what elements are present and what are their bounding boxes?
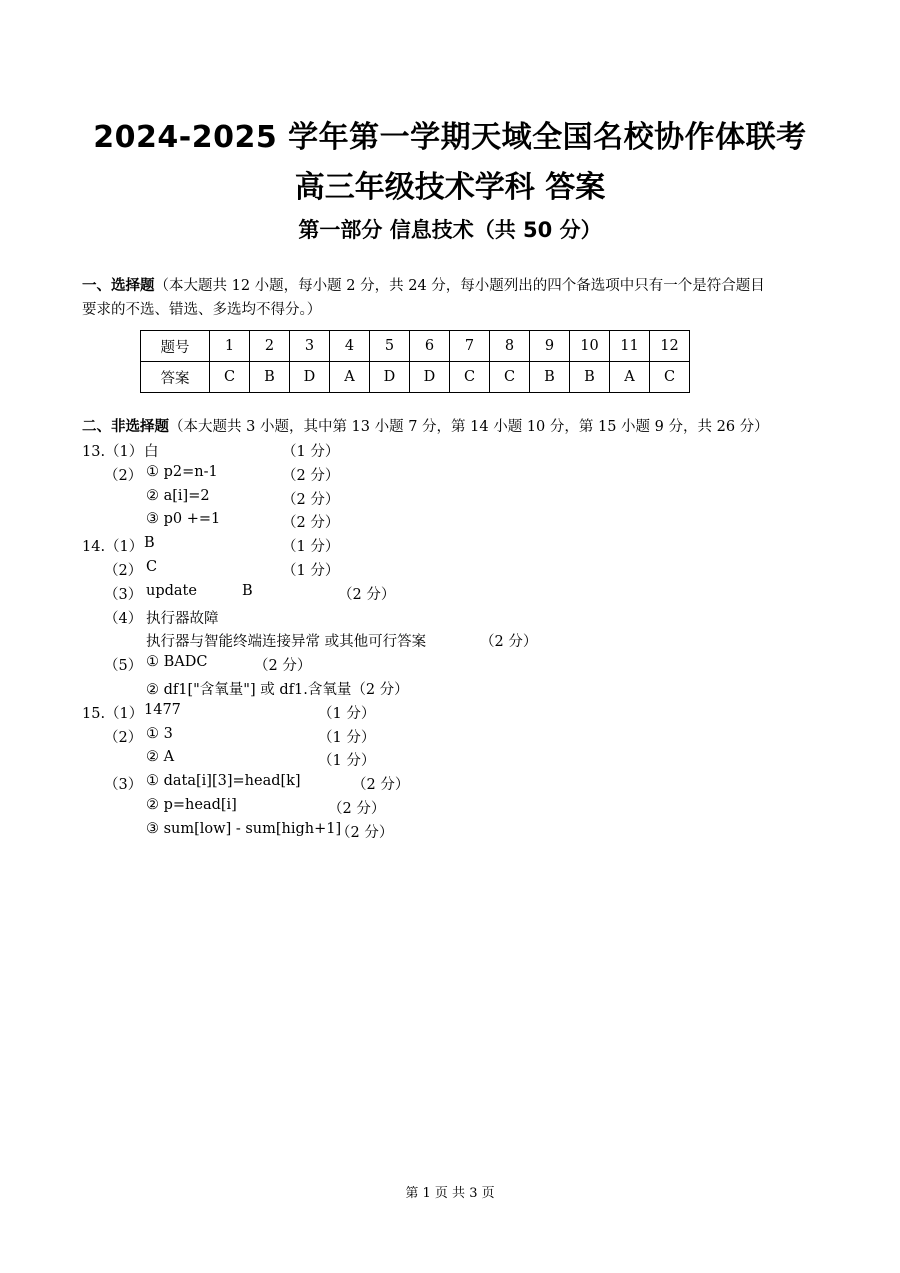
answer-prefix: （2） [104, 562, 143, 579]
answer-score: （1 分） [318, 705, 376, 722]
answer-score: （1 分） [318, 729, 376, 746]
answer-cell: A [610, 362, 650, 393]
answer-score: （2 分） [338, 586, 396, 603]
answer-score: （2 分） [480, 634, 538, 651]
page-footer: 第 1 页 共 3 页 [405, 1186, 495, 1201]
answer-content: ② p=head[i] [146, 796, 237, 813]
answer-cell: D [370, 362, 410, 393]
answer-content: ① BADC [146, 654, 208, 671]
answer-extra: B [242, 582, 253, 599]
part-title: 第一部分 信息技术（共 50 分） [298, 218, 602, 242]
question-number: 9 [530, 331, 570, 362]
question-number: 2 [250, 331, 290, 362]
answer-cell: B [570, 362, 610, 393]
answer-cell: C [210, 362, 250, 393]
answer-prefix: 15.（1） [82, 705, 144, 722]
answer-cell: D [410, 362, 450, 393]
answer-prefix: （2） [104, 729, 143, 746]
answer-score: （1 分） [318, 753, 376, 770]
answer-prefix: （4） [104, 610, 143, 627]
answer-content: ① p2=n-1 [146, 463, 218, 480]
question-number: 4 [330, 331, 370, 362]
answer-cell: B [250, 362, 290, 393]
question-number: 11 [610, 331, 650, 362]
answer-content: ② A [146, 749, 175, 766]
answer-prefix: （3） [104, 586, 143, 603]
exam-title: 2024-2025 学年第一学期天域全国名校协作体联考 [93, 120, 807, 155]
answer-content: C [146, 558, 158, 575]
answer-prefix: 14.（1） [82, 539, 144, 556]
answer-score: （1 分） [282, 444, 340, 460]
answer-score: （2 分） [282, 515, 340, 532]
answer-content: ③ sum[low] - sum[high+1] [146, 820, 342, 837]
question-number-row [141, 331, 690, 362]
answer-content: ③ p0 +=1 [146, 511, 221, 528]
answer-content: ① data[i][3]=head[k] [146, 773, 301, 790]
answer-prefix: （3） [104, 777, 143, 794]
answer-content: 执行器与智能终端连接异常 或其他可行答案 [146, 634, 427, 651]
answer-score: （2 分） [254, 658, 312, 675]
row-label-question: 题号 [141, 331, 210, 362]
answer-score: （2 分） [328, 800, 386, 817]
answer-content: 1477 [144, 701, 181, 718]
answer-score: （1 分） [282, 539, 340, 556]
question-number: 5 [370, 331, 410, 362]
question-number: 10 [570, 331, 610, 362]
section1-intro [82, 274, 822, 322]
answer-content: ② df1["含氧量"] 或 df1.含氧量（2 分） [146, 681, 409, 698]
question-number: 6 [410, 331, 450, 362]
exam-subtitle: 高三年级技术学科 答案 [294, 170, 606, 205]
answer-row [141, 362, 690, 393]
answer-cell: A [330, 362, 370, 393]
section2-intro [82, 415, 822, 439]
answer-content: 执行器故障 [146, 610, 219, 627]
answer-cell: D [290, 362, 330, 393]
section2-heading: 二、非选择题 [82, 419, 169, 435]
question-number: 3 [290, 331, 330, 362]
question-number: 1 [210, 331, 250, 362]
choice-answer-table [140, 330, 690, 393]
question-number: 12 [650, 331, 690, 362]
answer-cell: C [490, 362, 530, 393]
question-number: 7 [450, 331, 490, 362]
answer-score: （2 分） [282, 491, 340, 508]
row-label-answer: 答案 [141, 362, 210, 393]
answer-content: 白 [144, 444, 159, 460]
answer-score: （2 分） [336, 824, 394, 841]
answer-cell: B [530, 362, 570, 393]
section2-desc: （本大题共 3 小题，其中第 13 小题 7 分，第 14 小题 10 分，第 15 小题 9 分，共 26 分） [169, 419, 769, 435]
answer-prefix: （5） [104, 658, 143, 675]
section1-desc-line2: 要求的不选、错选、多选均不得分。） [82, 302, 322, 318]
answer-score: （2 分） [352, 777, 410, 794]
answer-content: B [144, 535, 155, 552]
section1-heading: 一、选择题 [82, 278, 155, 294]
section1-desc-line1: （本大题共 12 小题，每小题 2 分，共 24 分，每小题列出的四个备选项中只有一个是符合题目 [154, 278, 765, 294]
answer-prefix: 13.（1） [82, 444, 144, 460]
answer-cell: C [450, 362, 490, 393]
answer-score: （2 分） [282, 467, 340, 484]
answer-content: ① 3 [146, 725, 173, 742]
answer-cell: C [650, 362, 690, 393]
question-number: 8 [490, 331, 530, 362]
answer-content: ② a[i]=2 [146, 487, 210, 504]
answer-score: （1 分） [282, 562, 340, 579]
answer-prefix: （2） [104, 467, 143, 484]
answer-content: update [146, 582, 197, 599]
